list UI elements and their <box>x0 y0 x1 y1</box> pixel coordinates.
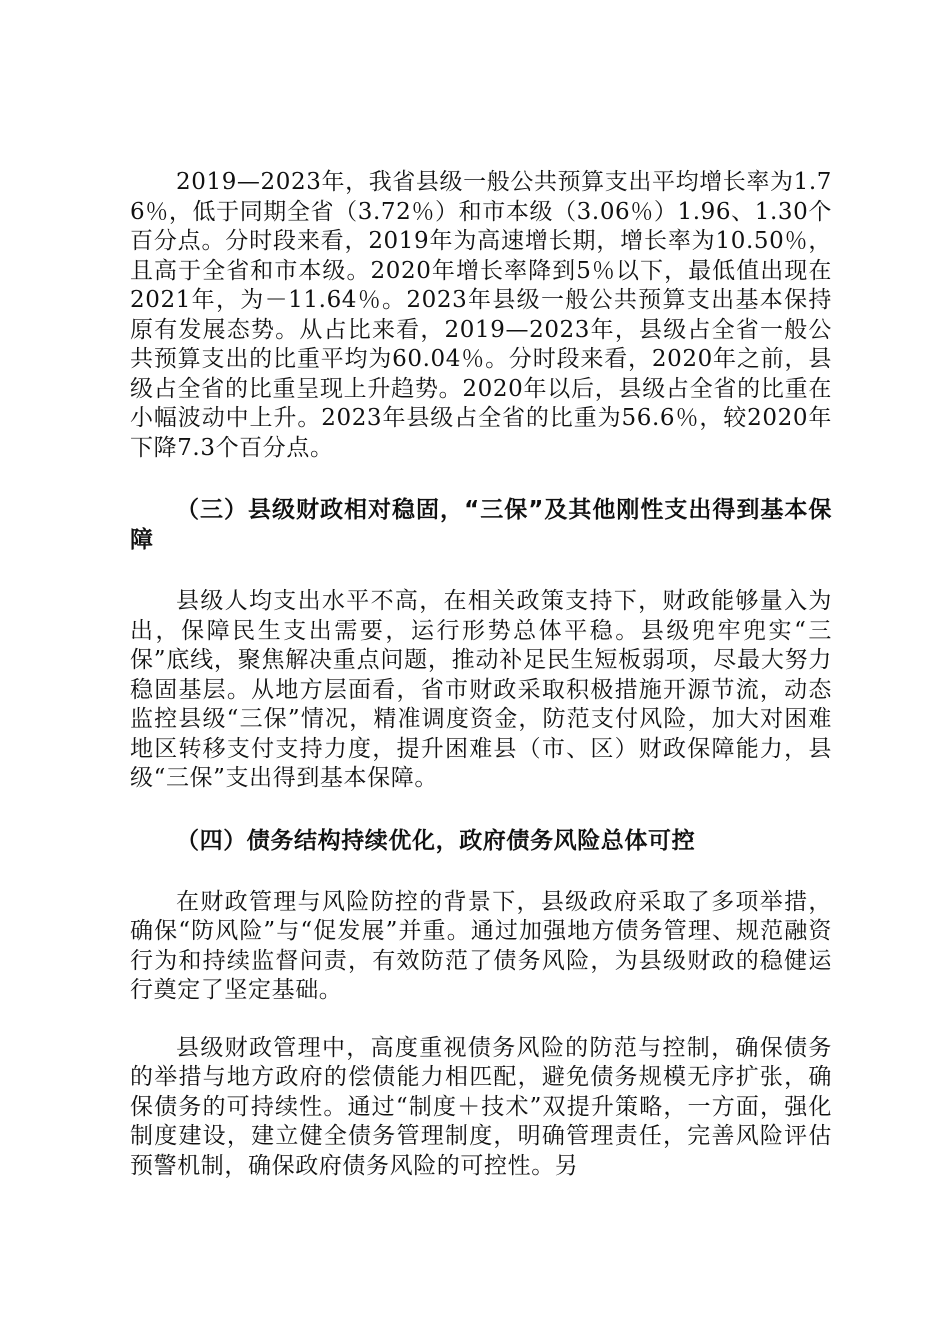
paragraph-debt-management: 县级财政管理中，高度重视债务风险的防范与控制，确保债务的举措与地方政府的偿债能力相匹配，避免债务规模无序扩张，确保债务的可持续性。通过“制度＋技术”双提升策略，一方面，强化制度建设，建立健全债务管理制度，明确管理责任，完善风险评估预警机制，确保政府债务风险的可控性。另 <box>130 1034 832 1179</box>
section-heading-3: （三）县级财政相对稳固，“三保”及其他刚性支出得到基本保障 <box>130 497 832 553</box>
paragraph-three-guarantees: 县级人均支出水平不高，在相关政策支持下，财政能够量入为出，保障民生支出需要，运行形势总体平稳。县级兜牢兜实“三保”底线，聚焦解决重点问题，推动补足民生短板弱项，尽最大努力稳固基层。从地方层面看，省市财政采取积极措施开源节流，动态监控县级“三保”情况，精准调度资金，防范支付风险，加大对困难地区转移支付支持力度，提升困难县（市、区）财政保障能力，县级“三保”支出得到基本保障。 <box>130 588 832 791</box>
spacer <box>130 463 832 495</box>
spacer <box>130 1006 832 1034</box>
paragraph-expenditure-growth: 2019—2023年，我省县级一般公共预算支出平均增长率为1.76％，低于同期全省（3.72％）和市本级（3.06％）1.96、1.30个百分点。分时段来看，2019年为高速增长期，增长率为10.50％，且高于全省和市本级。2020年增长率降到5％以下，最低值出现在2021年，为－11.64％。2023年县级一般公共预算支出基本保持原有发展态势。从占比来看，2019—2023年，县级占全省一般公共预算支出的比重平均为60.04％。分时段来看，2020年之前，县级占全省的比重呈现上升趋势。2020年以后，县级占全省的比重在小幅波动中上升。2023年县级占全省的比重为56.6％，较2020年下降7.3个百分点。 <box>130 169 832 461</box>
spacer <box>130 555 832 587</box>
section-heading-4: （四）债务结构持续优化，政府债务风险总体可控 <box>176 827 696 854</box>
paragraph-risk-prevention: 在财政管理与风险防控的背景下，县级政府采取了多项举措，确保“防风险”与“促发展”并重。通过加强地方债务管理、规范融资行为和持续监督问责，有效防范了债务风险，为县级财政的稳健运行奠定了坚定基础。 <box>130 888 832 1003</box>
spacer <box>130 794 832 826</box>
document-page <box>130 168 832 1181</box>
spacer <box>130 856 832 888</box>
